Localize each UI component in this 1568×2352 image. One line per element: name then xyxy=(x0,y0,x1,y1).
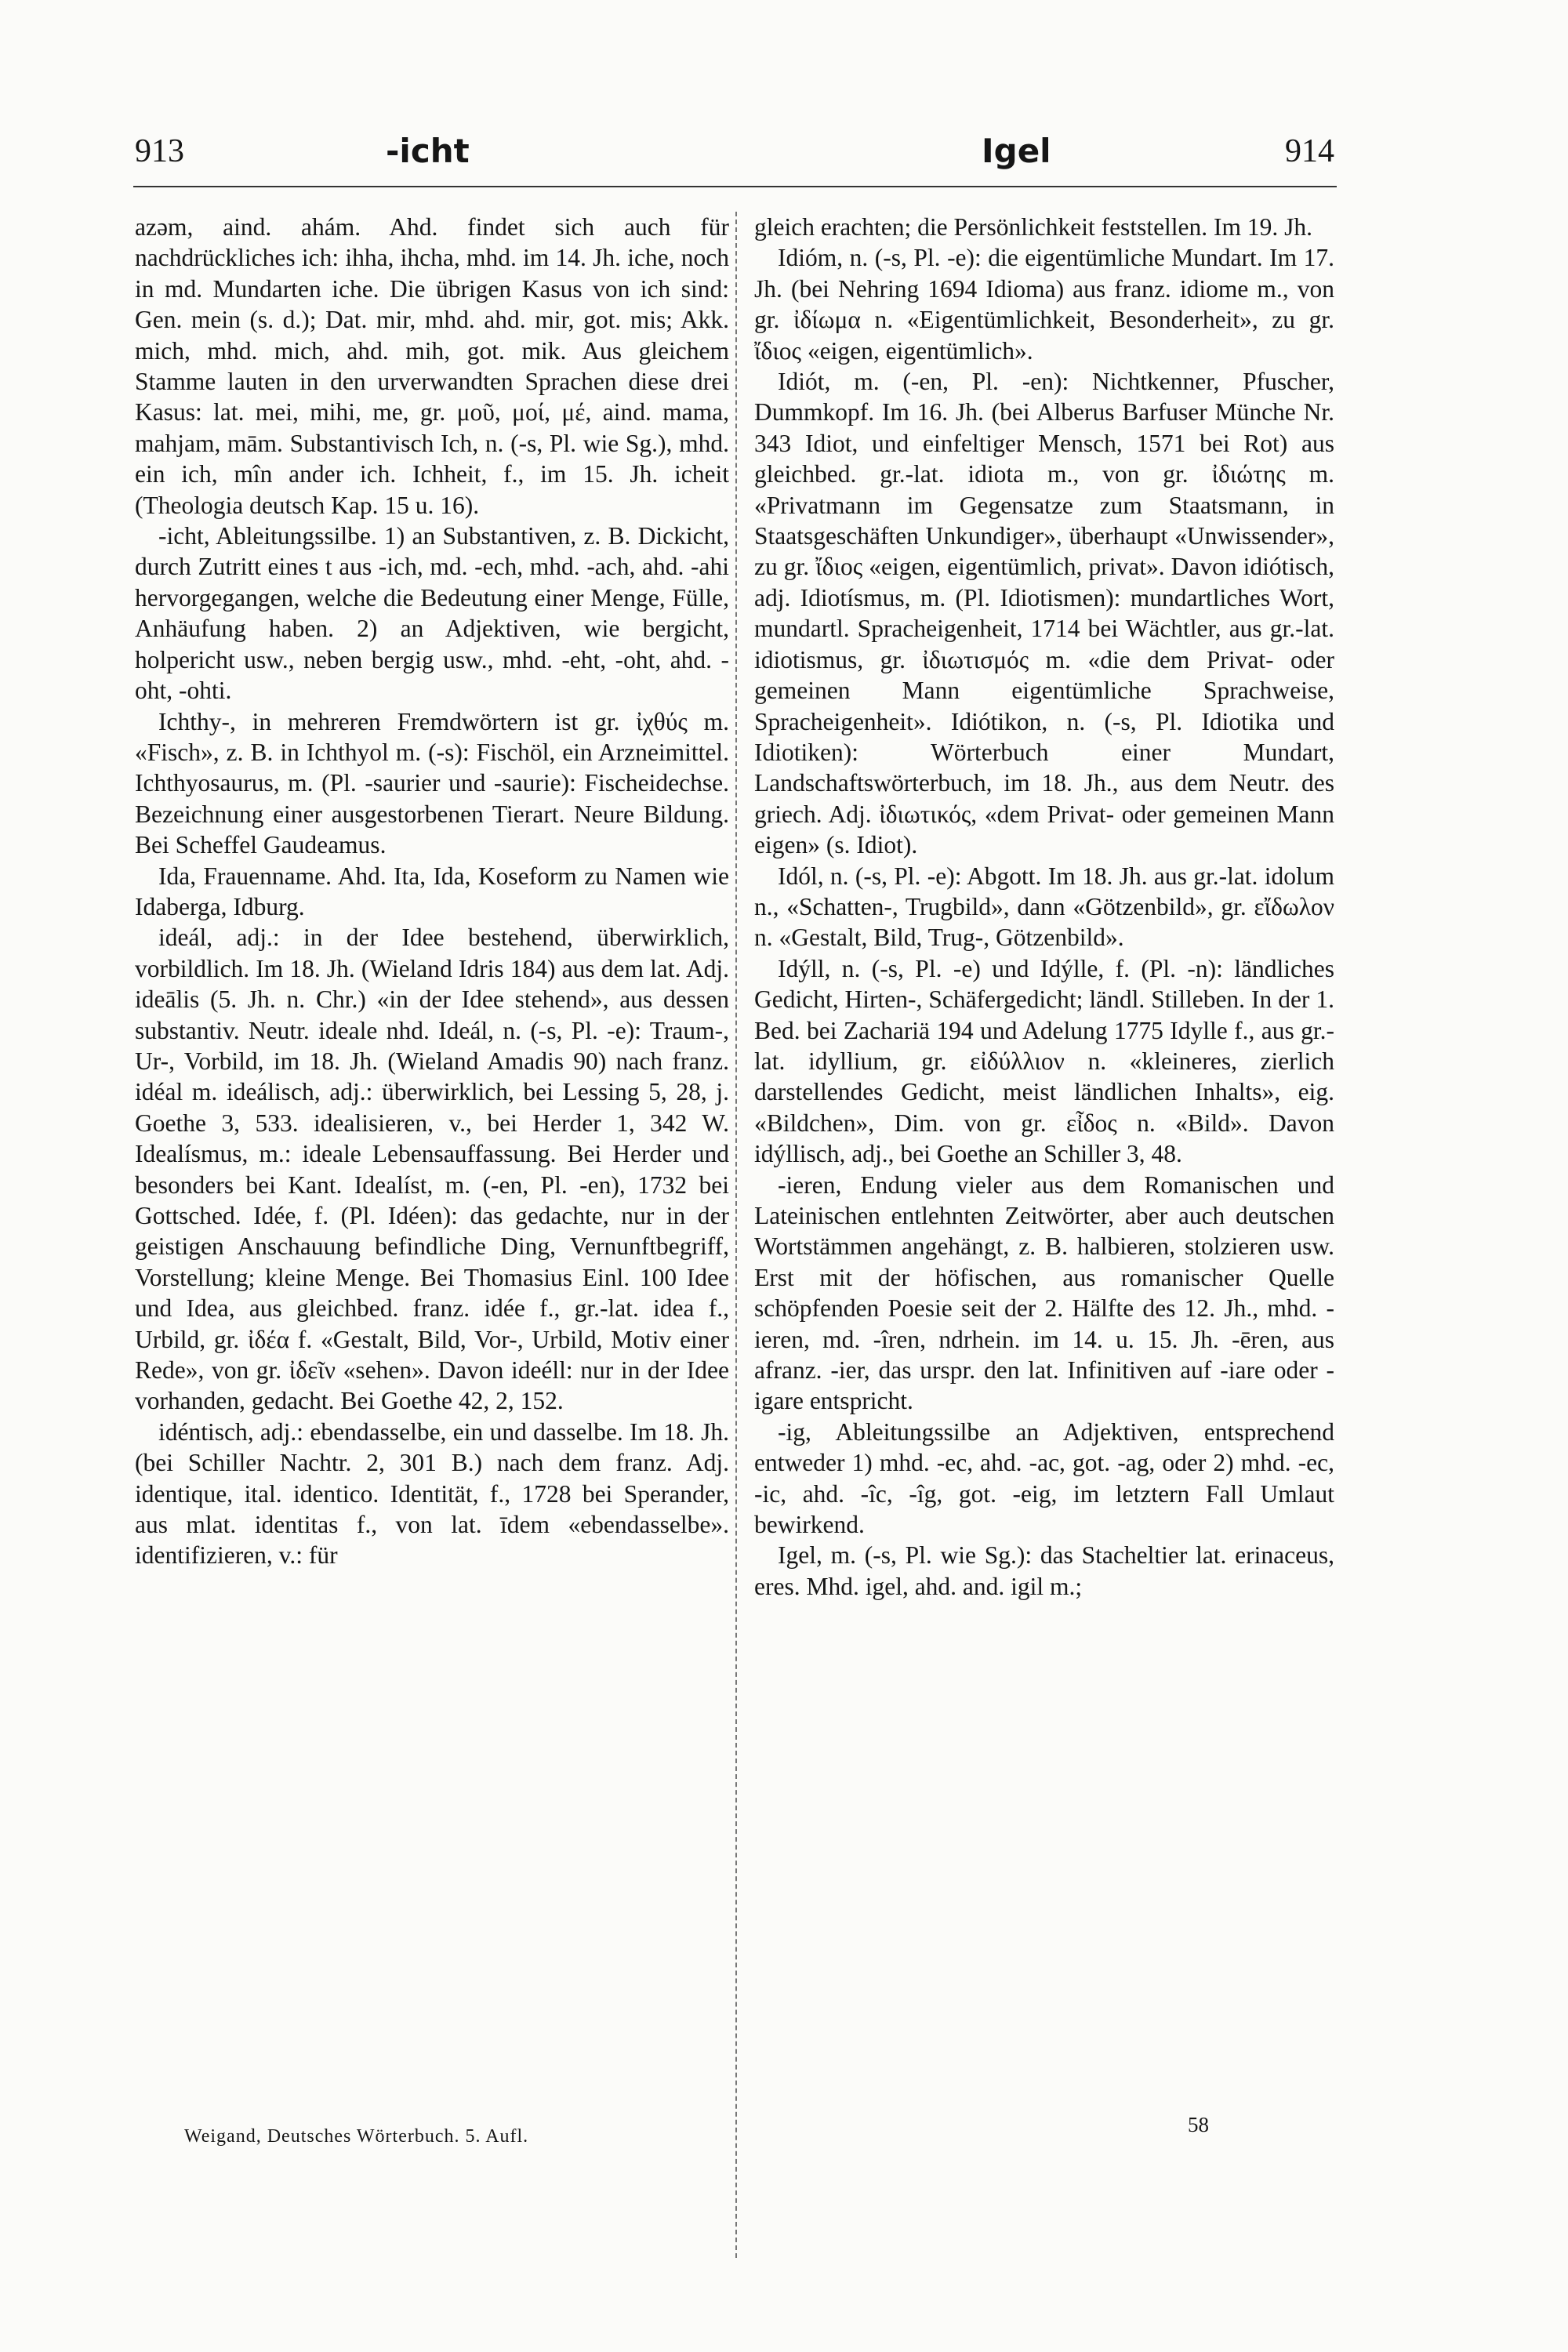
entry-identisch: idéntisch, adj.: ebendasselbe, ein und dasselbe. Im 18. Jh. (bei Schiller Nachtr. 2, 301 B.) nach dem franz. Adj. identique, ital. identico. Identität, f., 1728 bei Sperander, aus mlat. identitas f., von lat. īdem «ebendasselbe». identifizieren, v.: für xyxy=(135,1417,729,1570)
right-column xyxy=(754,212,1334,1602)
column-divider xyxy=(735,212,737,2258)
entry-icht: -icht, Ableitungssilbe. 1) an Substantiven, z. B. Dickicht, durch Zutritt eines t aus -ich, md. -ech, mhd. -ach, ahd. -ahi hervorgegangen, welche die Bedeutung einer Menge, Fülle, Anhäufung haben. 2) an Adjektiven, wie bergicht, holpericht usw., neben bergig usw., mhd. -eht, -oht, ahd. -oht, -ohti. xyxy=(135,522,729,705)
entry-identifizieren-continued: gleich erachten; die Persönlichkeit feststellen. Im 19. Jh. xyxy=(754,213,1313,241)
page-header xyxy=(135,132,1334,187)
right-catchword: Igel xyxy=(982,132,1051,170)
signature-mark: 58 xyxy=(1188,2113,1209,2136)
entry-ich-continued: azəm, aind. ahám. Ahd. findet sich auch für nachdrückliches ich: ihha, ihcha, mhd. im 14. Jh. iche, noch in md. Mundarten iche. Die übrigen Kasus von ich sind: Gen. mein (s. d.); Dat. mir, mhd. ahd. mir, got. mis; Akk. mich, mhd. mich, ahd. mih, got. mik. Aus gleichem Stamme lauten in den urverwandten Sprachen diese drei Kasus: lat. mei, mihi, me, gr. μοῦ, μοί, μέ, aind. mama, mahjam, mām. Substantivisch Ich, n. (-s, Pl. wie Sg.), mhd. ein ich, mîn ander ich. Ichheit, f., im 15. Jh. icheit (Theologia deutsch Kap. 15 u. 16). xyxy=(135,213,729,519)
entry-idol: Idól, n. (-s, Pl. -e): Abgott. Im 18. Jh. aus gr.-lat. idolum n., «Schatten-, Trugbild», dann «Götzenbild», gr. εἴδωλον n. «Gestalt, Bild, Trug-, Götzenbild». xyxy=(754,862,1334,952)
entry-ichthy: Ichthy-, in mehreren Fremdwörtern ist gr. ἰχθύς m. «Fisch», z. B. in Ichthyol m. (-s): Fischöl, ein Arzneimittel. Ichthyosaurus, m. (Pl. -saurier und -saurie): Fischeidechse. Bezeichnung einer ausgestorbenen Tierart. Neure Bildung. Bei Scheffel Gaudeamus. xyxy=(135,707,729,859)
entry-idiot: Idiót, m. (-en, Pl. -en): Nichtkenner, Pfuscher, Dummkopf. Im 16. Jh. (bei Alberus Barfuser Münche Nr. 343 Idiot, und einfeltiger Mensch, 1571 bei Rot) aus gleichbed. gr.-lat. idiota m., von gr. ἰδιώτης m. «Privatmann im Gegensatze zum Staatsmann, in Staatsgeschäften Unkundiger», überhaupt «Unwissender», zu gr. ἴδιος «eigen, eigentümlich, privat». Davon idiótisch, adj. Idiotísmus, m. (Pl. Idiotismen): mundartliches Wort, mundartl. Spracheigenheit, 1714 bei Wächtler, aus gr.-lat. idiotismus, gr. ἰδιωτισμός m. «die dem Privat- oder gemeinen Mann eigentümliche Sprachweise, Spracheigenheit». Idiótikon, n. (-s, Pl. Idiotika und Idiotiken): Wörterbuch einer Mundart, Landschaftswörterbuch, im 18. Jh., aus dem Neutr. des griech. Adj. ἰδιωτικός, «dem Privat- oder gemeinen Mann eigen» (s. Idiot). xyxy=(754,368,1334,859)
left-catchword: -icht xyxy=(386,132,470,170)
entry-ida: Ida, Frauenname. Ahd. Ita, Ida, Koseform zu Namen wie Idaberga, Idburg. xyxy=(135,862,729,920)
entry-ig: -ig, Ableitungssilbe an Adjektiven, entsprechend entweder 1) mhd. -ec, ahd. -ac, got. -ag, oder 2) mhd. -ec, -ic, ahd. -îc, -îg, got. -eig, im letztern Fall Umlaut bewirkend. xyxy=(754,1417,1334,1539)
entry-ideal: ideál, adj.: in der Idee bestehend, überwirklich, vorbildlich. Im 18. Jh. (Wieland Idris 184) aus dem lat. Adj. ideālis (5. Jh. n. Chr.) «in der Idee stehend», aus dessen substantiv. Neutr. ideale nhd. Ideál, n. (-s, Pl. -e): Traum-, Ur-, Vorbild, im 18. Jh. (Wieland Amadis 90) nach franz. idéal m. ideálisch, adj.: überwirklich, bei Lessing 5, 28, j. Goethe 3, 533. idealisieren, v., bei Herder 1, 342 W. Idealísmus, m.: ideale Lebensauffassung. Bei Herder und besonders bei Kant. Idealíst, m. (-en, Pl. -en), 1732 bei Gottsched. Idée, f. (Pl. Idéen): das gedachte, nur in der geistigen Anschauung befindliche Ding, Vernunftbegriff, Vorstellung; kleine Menge. Bei Thomasius Einl. 100 Idee und Idea, aus gleichbed. franz. idée f., gr.-lat. idea f., Urbild, gr. ἰδέα f. «Gestalt, Bild, Vor-, Urbild, Motiv einer Rede», von gr. ἰδεῖν «sehen». Davon ideéll: nur in der Idee vorhanden, gedacht. Bei Goethe 42, 2, 152. xyxy=(135,924,729,1415)
footer-imprint: Weigand, Deutsches Wörterbuch. 5. Aufl. xyxy=(184,2126,529,2147)
right-page-number: 914 xyxy=(1285,133,1334,169)
header-rule xyxy=(133,186,1337,187)
entry-idyll: Idýll, n. (-s, Pl. -e) und Idýlle, f. (Pl. -n): ländliches Gedicht, Hirten-, Schäfergedicht; ländl. Stilleben. In der 1. Bed. bei Zachariä 194 und Adelung 1775 Idylle f., aus gr.-lat. idyllium, gr. εἰδύλλιον n. «kleineres, zierlich darstellendes Gedicht, meist ländlichen Inhalts», eig. «Bildchen», Dim. von gr. εἶδος n. «Bild». Davon idýllisch, adj., bei Goethe an Schiller 3, 48. xyxy=(754,954,1334,1168)
entry-igel: Igel, m. (-s, Pl. wie Sg.): das Stacheltier lat. erinaceus, eres. Mhd. igel, ahd. and. igil m.; xyxy=(754,1541,1334,1600)
entry-idiom: Idióm, n. (-s, Pl. -e): die eigentümliche Mundart. Im 17. Jh. (bei Nehring 1694 Idioma) aus franz. idiome m., von gr. ἰδίωμα n. «Eigentümlichkeit, Besonderheit», zu gr. ἴδιος «eigen, eigentümlich». xyxy=(754,244,1334,365)
entry-ieren: -ieren, Endung vieler aus dem Romanischen und Lateinischen entlehnten Zeitwörter, aber auch deutschen Wortstämmen angehängt, z. B. halbieren, stolzieren usw. Erst mit der höfischen, aus romanischer Quelle schöpfenden Poesie seit der 2. Hälfte des 12. Jh., mhd. -ieren, md. -îren, ndrhein. im 14. u. 15. Jh. -ēren, aus afranz. -ier, das urspr. den lat. Infinitiven auf -iare oder -igare entspricht. xyxy=(754,1171,1334,1415)
left-page-number: 913 xyxy=(135,133,184,169)
left-column xyxy=(135,212,729,1571)
